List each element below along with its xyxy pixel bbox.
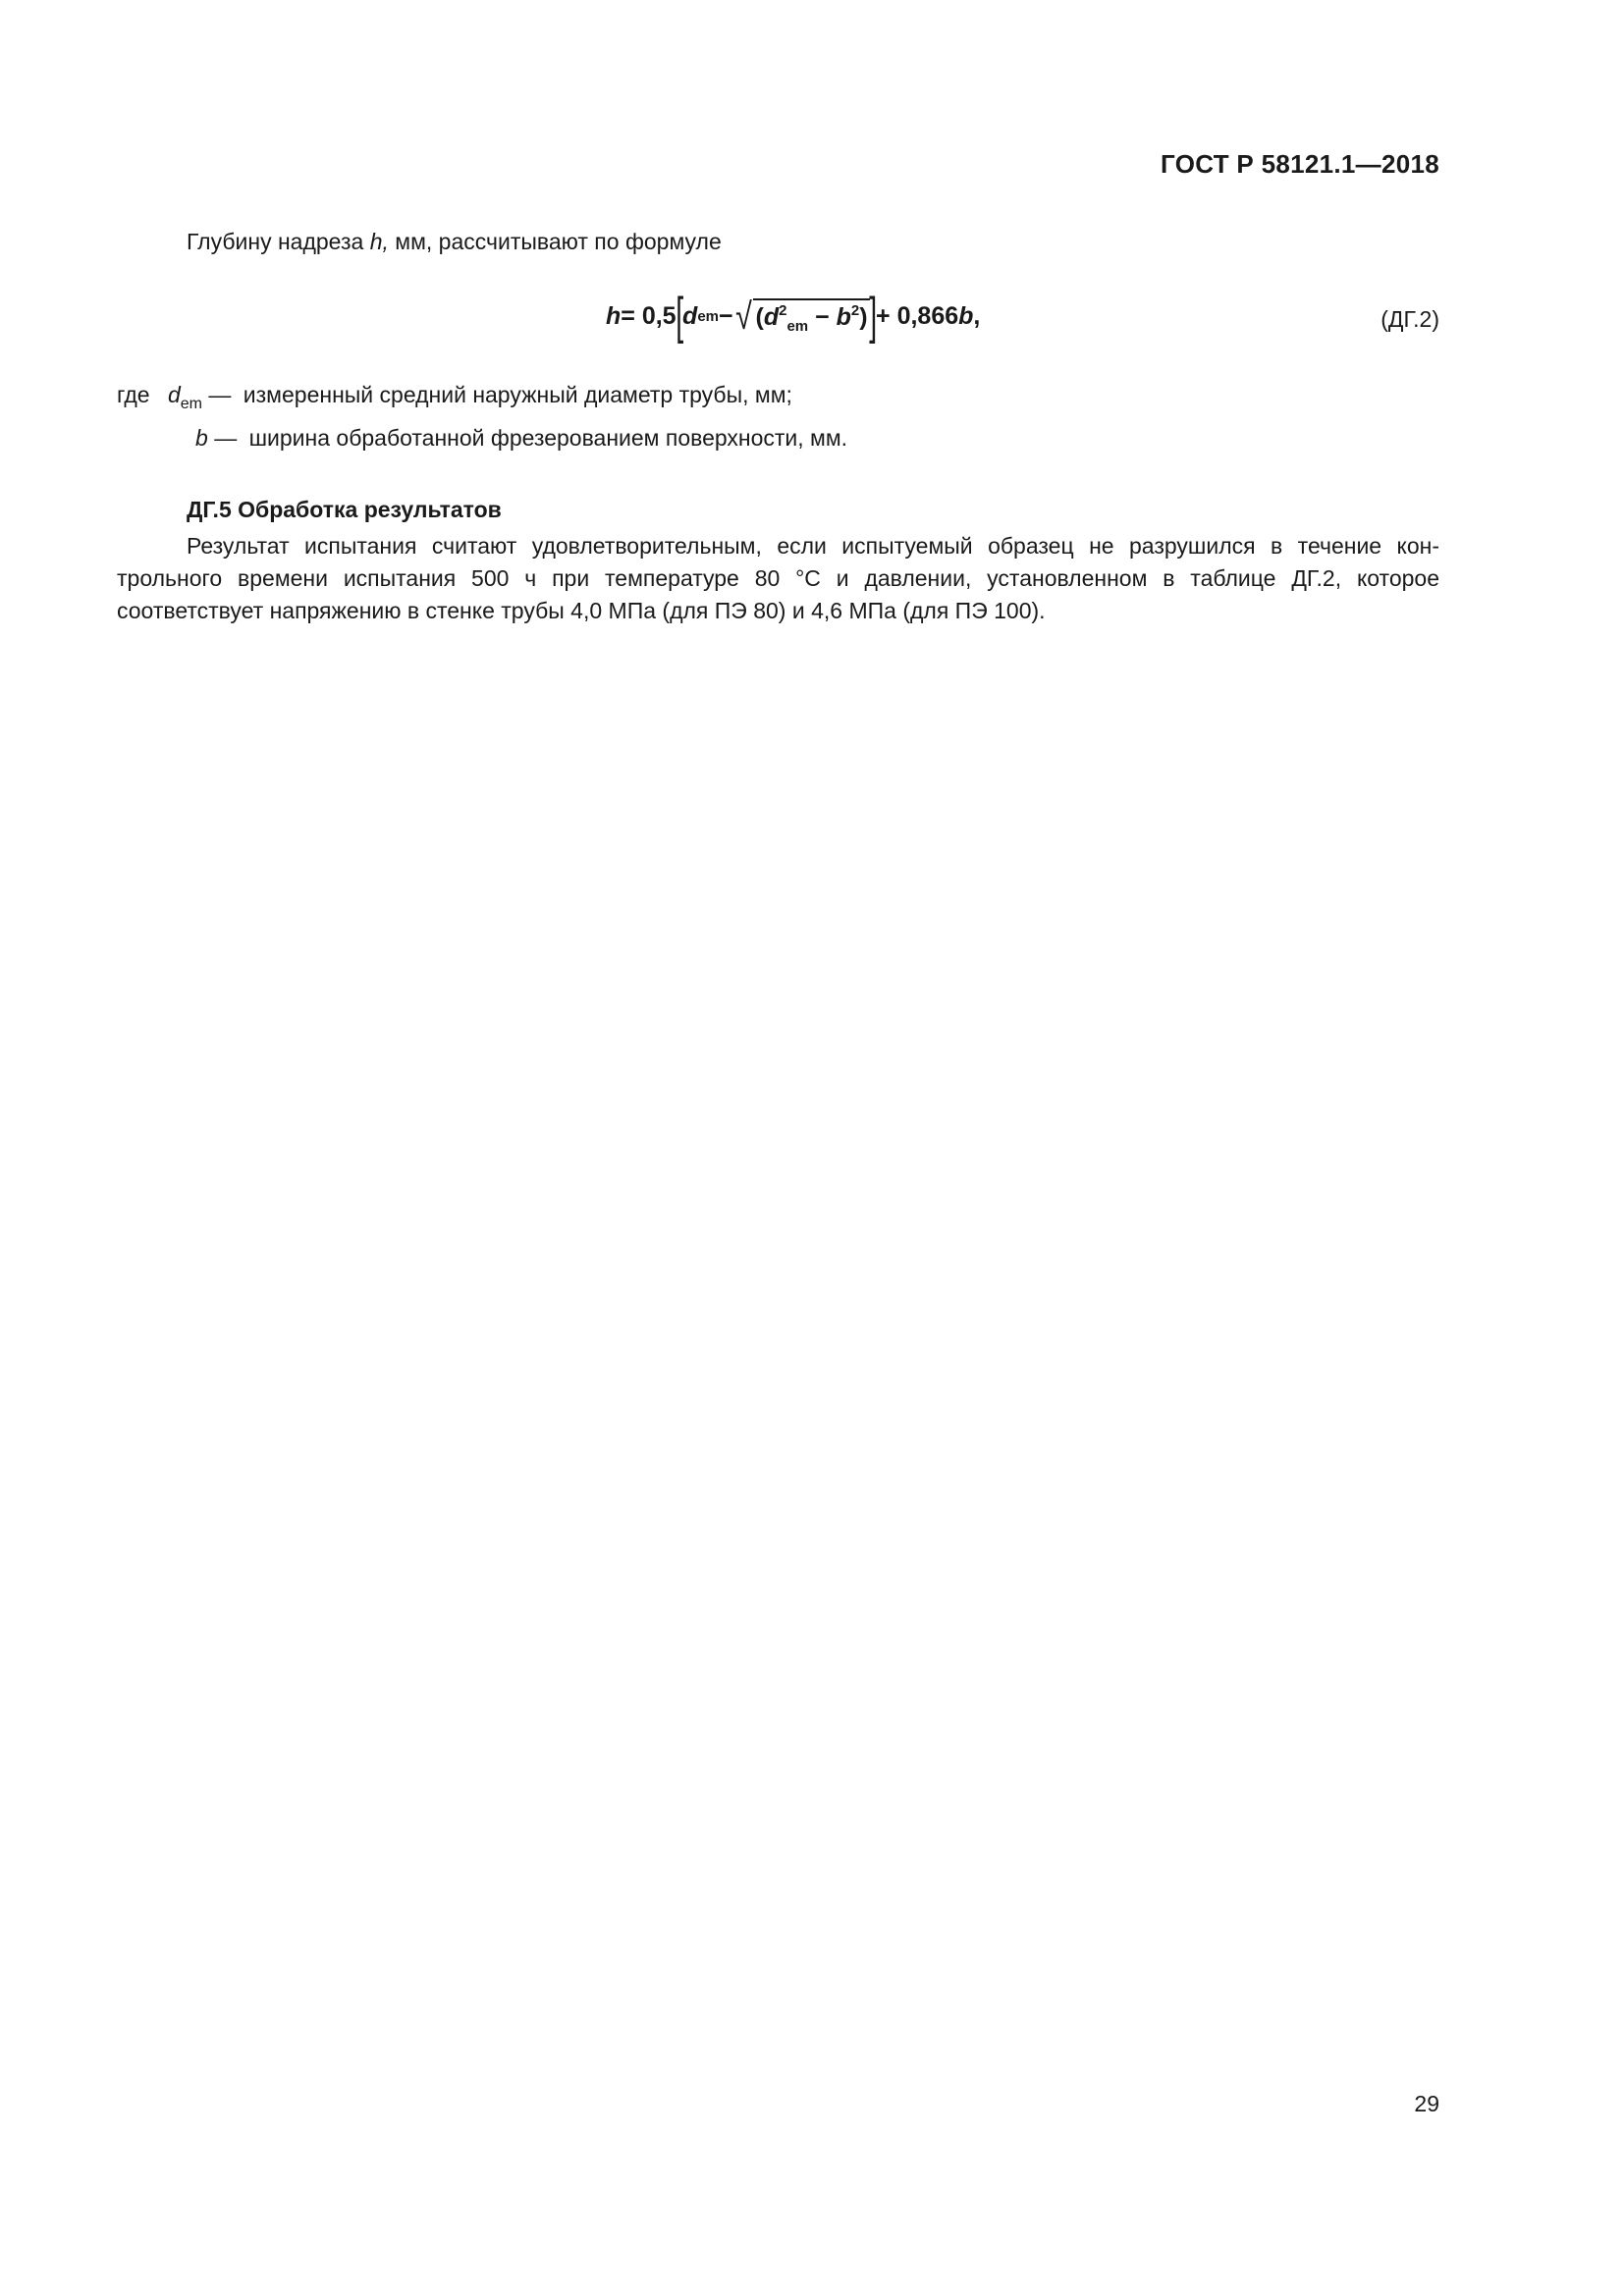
sqrt-icon: √ — [734, 295, 752, 338]
section-body — [117, 530, 1439, 627]
where-symbol-b: b — [195, 425, 208, 451]
where-symbol-d: $d_{em}$ — [167, 382, 202, 412]
formula-d2: d — [763, 302, 780, 331]
where-dash-d: — — [208, 382, 232, 407]
intro-text-before: Глубину надреза — [187, 229, 370, 254]
formula-radicand: $(d^2_{em} - b^2)$ — [753, 298, 869, 335]
formula-minus: − — [719, 301, 733, 330]
formula-comma: , — [973, 301, 981, 330]
formula-left-bracket: [ — [675, 288, 683, 345]
intro-paragraph — [187, 226, 722, 258]
formula-d2-sup: 2 — [779, 301, 787, 319]
section-heading: ДГ.5 Обработка результатов — [187, 497, 502, 522]
page-number: 29 — [1414, 2091, 1439, 2116]
intro-variable: h, — [369, 229, 389, 254]
formula-plus: + 0,866 — [876, 301, 959, 330]
where-text-b: ширина обработанной фрезерованием поверхности, мм. — [248, 425, 848, 451]
formula-lhs: h — [606, 301, 622, 330]
formula-sqrt — [733, 295, 870, 338]
equation-number: (ДГ.2) — [1380, 306, 1439, 332]
section-paragraph: Результат испытания считают удовлетворительным, если испытуемый образец не разрушился в течение кон-трольного времени испытания 500 ч при температуре 80 °С и давлении, установленном в таблице ДГ.2, которое соответствует напряжению в стенке трубы 4,0 МПа (для ПЭ 80) и 4,6 МПа (для ПЭ 100). — [117, 533, 1439, 623]
where-row-d — [117, 382, 792, 413]
formula-b: b — [836, 302, 851, 331]
formula-b-end: b — [958, 301, 974, 330]
document-header: ГОСТ Р 58121.1—2018 — [1161, 149, 1439, 179]
formula-minus2: − — [808, 302, 837, 331]
formula-dg2 — [606, 288, 981, 345]
formula-d: d — [682, 301, 698, 330]
where-label: где — [117, 382, 150, 407]
where-row-b — [195, 425, 847, 452]
intro-text-after: мм, рассчитывают по формуле — [388, 229, 722, 254]
formula-right-bracket: ] — [868, 288, 877, 345]
formula-coefficient: = 0,5 — [621, 301, 677, 330]
where-dash-b: — — [214, 425, 238, 451]
formula-d-subscript: em — [697, 307, 720, 325]
where-text-d: измеренный средний наружный диаметр трубы, мм; — [243, 382, 792, 407]
formula-d2-sub: em — [786, 317, 809, 335]
formula-b-sup: 2 — [850, 301, 860, 319]
